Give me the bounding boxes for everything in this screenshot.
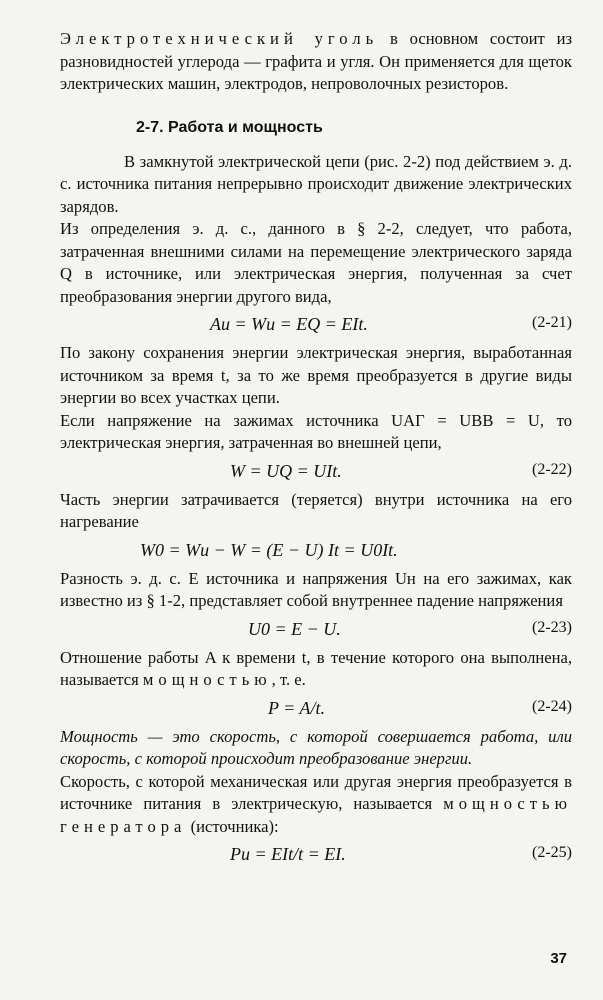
paragraph-internal-drop: Разность э. д. с. E источника и напряжения Uн на его зажимах, как известно из § 1-2, представляет собой внутреннее падение напряжения [60, 568, 572, 610]
equation-number: (2-21) [532, 314, 572, 331]
equation-formula: W0 = Wи − W = (E − U) It = U0It. [140, 539, 398, 560]
spaced-term: Электротехнический уголь [60, 29, 379, 48]
paragraph-text: в основном состоит из разновидностей углерода — графита и угля. Он применяется для щеток электрических машин, электродов, непроволочных резисторов. [60, 29, 572, 93]
spaced-term: мощностью генератора [60, 794, 572, 836]
section-heading: 2-7. Работа и мощность [136, 118, 323, 136]
paragraph-text: Отношение работы A к времени t, в течение которого она выполнена, называется [60, 647, 572, 689]
equation-number: (2-25) [532, 844, 572, 861]
paragraph-power-definition [60, 647, 572, 692]
paragraph-generator-power [60, 771, 572, 839]
paragraph-text: , т. е. [271, 670, 306, 689]
equation-w0 [60, 534, 572, 568]
equation-2-24 [60, 692, 572, 726]
paragraph-voltage: Если напряжение на зажимах источника UAГ = UВВ = U, то электрическая энергия, затраченная во внешней цепи, [60, 410, 572, 452]
paragraph-text: Скорость, с которой механическая или другая энергия преобразуется в источнике питания в электрическую, называется [60, 771, 572, 813]
equation-number: (2-22) [532, 460, 572, 478]
paragraph-power-italic: Мощность — это скорость, с которой совершается работа, или скорость, с которой происходит преобразование энергии. [60, 726, 572, 768]
equation-2-25 [60, 838, 572, 872]
equation-formula: Pи = EIt/t = EI. [230, 844, 346, 864]
equation-formula: Aи = Wи = EQ = EIt. [210, 314, 368, 334]
equation-formula: P = A/t. [268, 697, 325, 718]
paragraph-text: (источника): [186, 816, 279, 836]
paragraph-intro: В замкнутой электрической цепи (рис. 2-2) под действием э. д. с. источника питания непрерывно происходит движение электрических зарядов. [60, 151, 572, 216]
equation-2-23 [60, 613, 572, 647]
paragraph-conservation: По закону сохранения энергии электрическая энергия, выработанная источником за время t, за то же время преобразуется в другие виды энергии во всех участках цепи. [60, 343, 572, 407]
equation-number: (2-23) [532, 618, 572, 636]
equation-2-21 [60, 308, 572, 342]
equation-formula: U0 = E − U. [248, 618, 341, 639]
equation-2-22 [60, 455, 572, 489]
paragraph-work-definition: Из определения э. д. с., данного в § 2-2, следует, что работа, затраченная внешними силами на перемещение электрического заряда Q в источнике, или электрическая энергия, полученная за счет преобразования энергии другого вида, [60, 219, 572, 306]
paragraph-carbon [60, 28, 572, 96]
page-content [60, 28, 572, 872]
paragraph-losses: Часть энергии затрачивается (теряется) внутри источника на его нагревание [60, 489, 572, 531]
equation-formula: W = UQ = UIt. [230, 460, 342, 481]
spaced-term: мощностью [142, 670, 272, 689]
page-number: 37 [550, 950, 567, 967]
equation-number: (2-24) [532, 697, 572, 715]
